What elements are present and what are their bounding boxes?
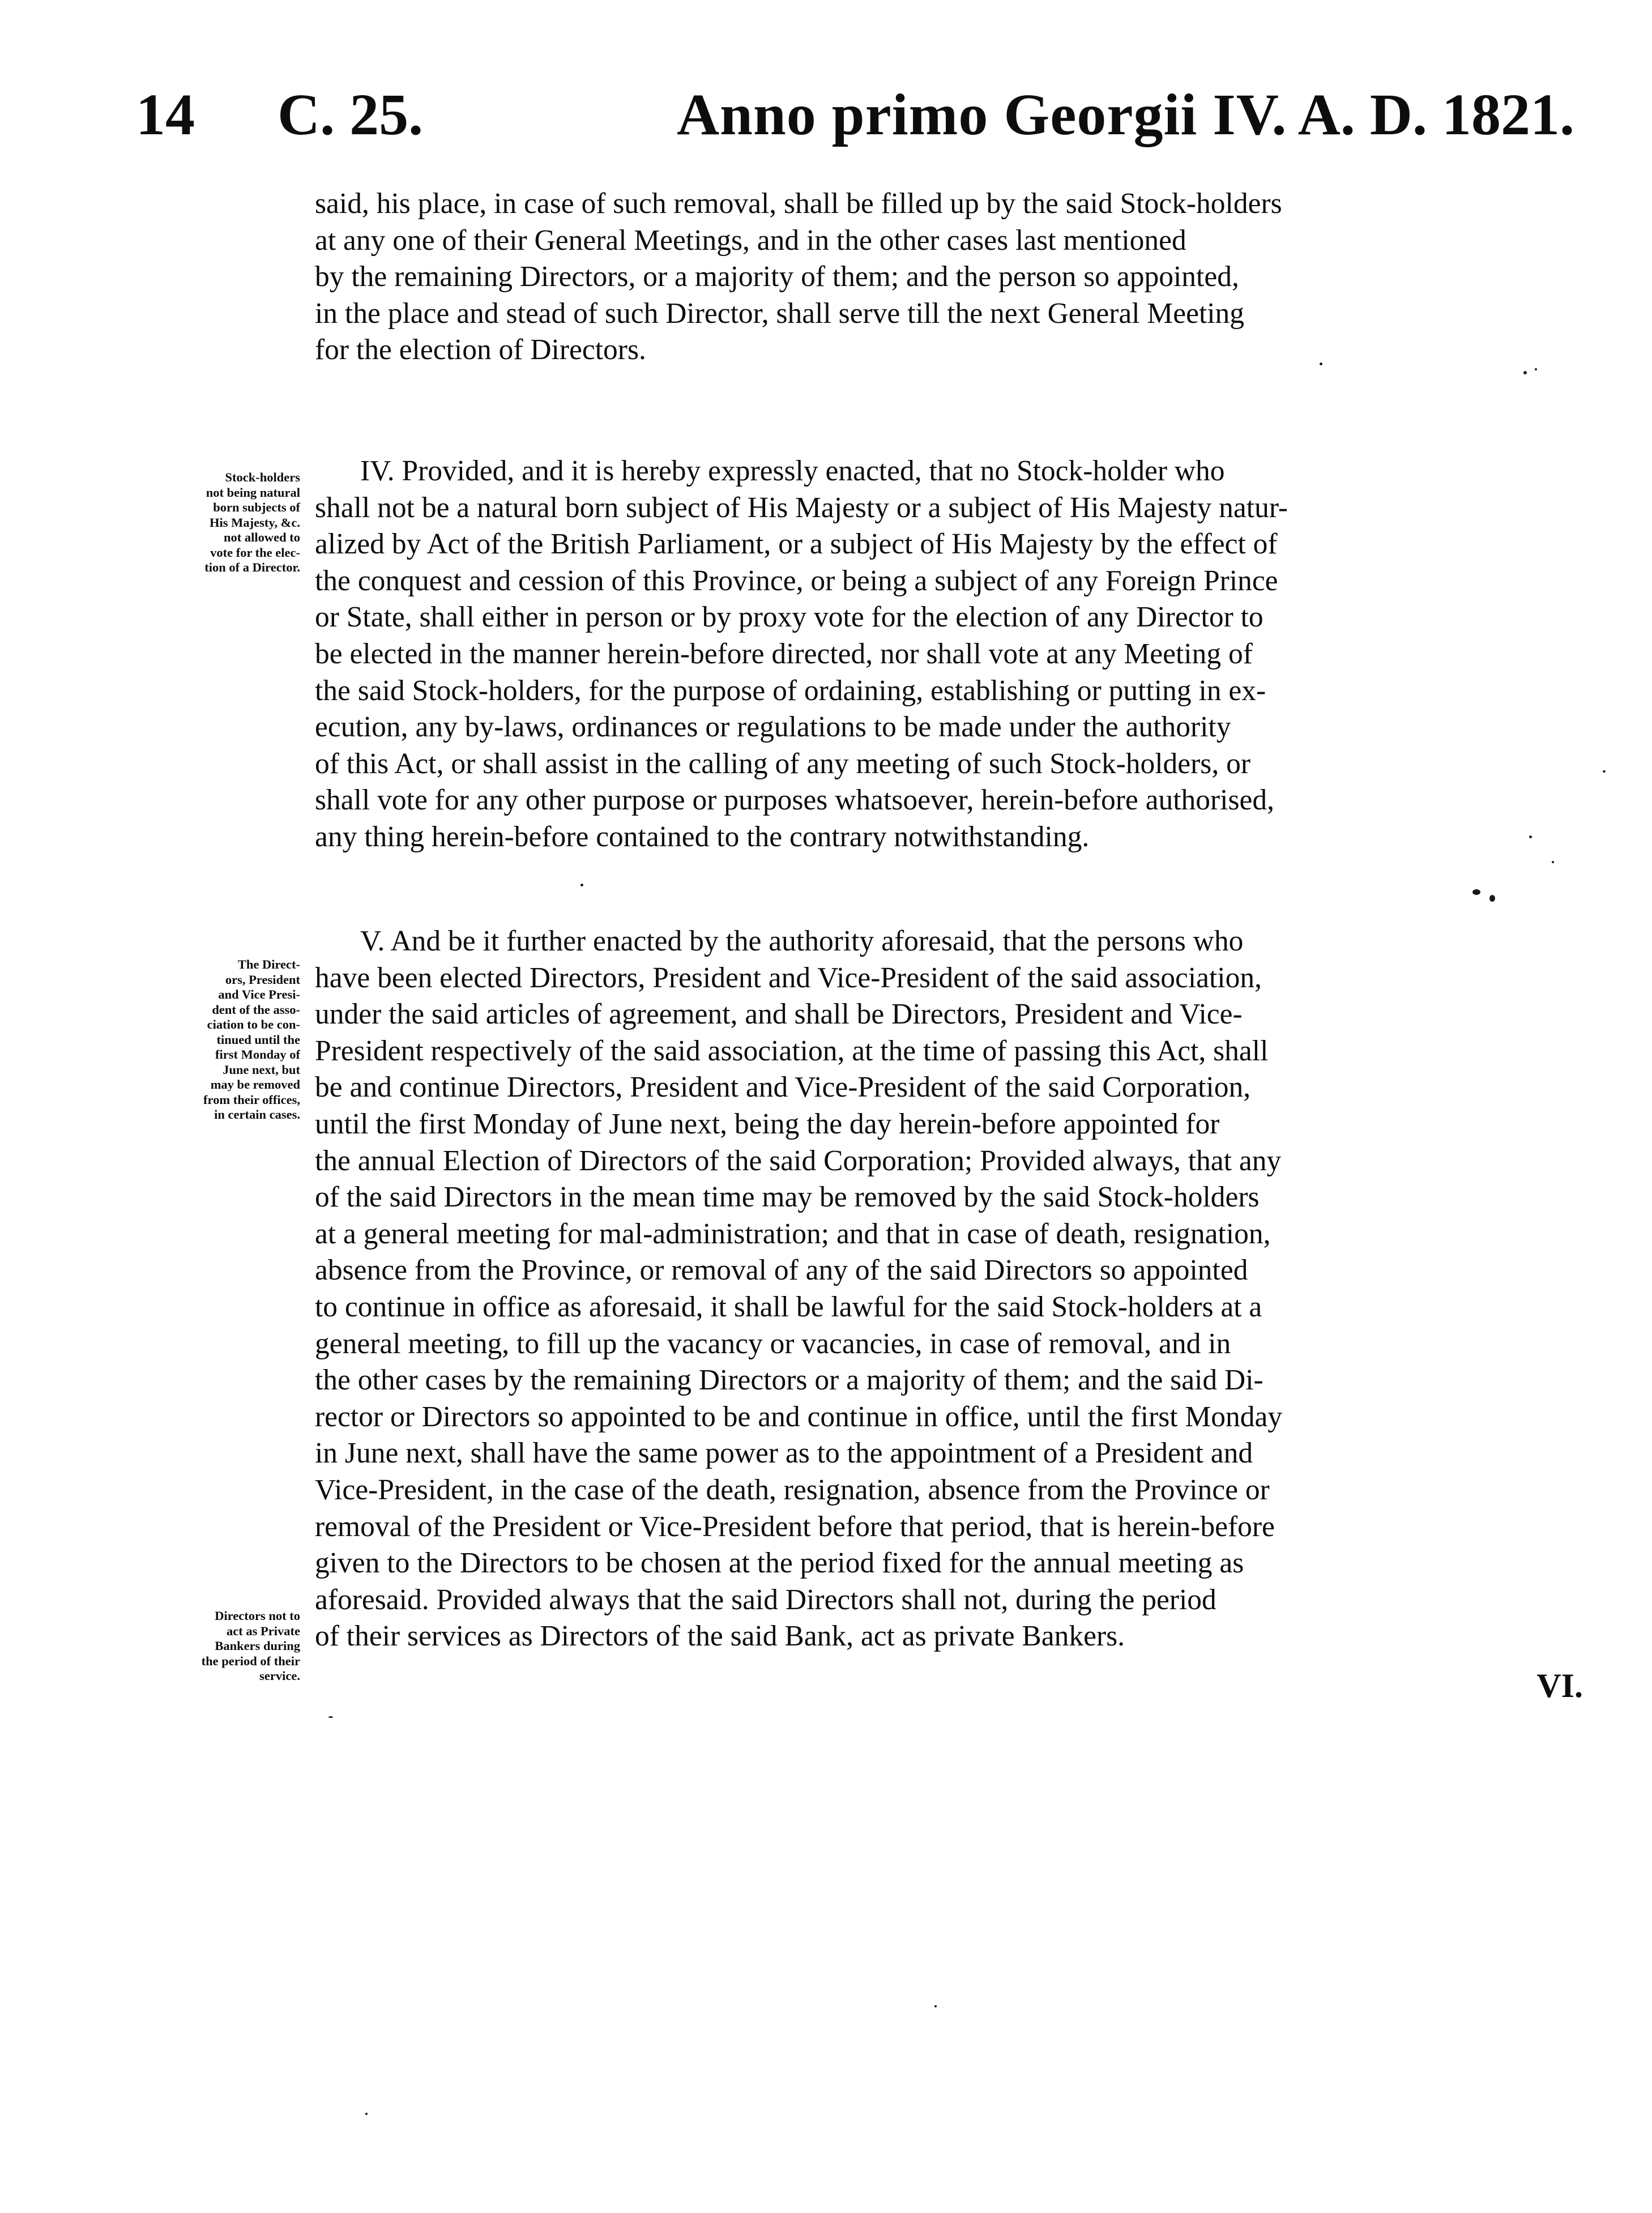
running-header — [136, 73, 1574, 157]
scan-speck — [934, 2005, 937, 2007]
marginal-note-private-bankers: Directors not to act as Private Bankers during the period of their service. — [201, 1609, 300, 1683]
section-iv-text: IV. Provided, and it is hereby expressly enacted, that no Stock-holder who shall not be a natural born subject of His Majesty or a subject of His Majesty natur- alized by Act of the British Parliament, or a subject of His Majesty by the effect of the conquest and cession of this Province, or being a subject of any Foreign Prince or State, shall either in person or by proxy vote for the election of any Director to be elected in the manner herein-before directed, nor shall vote at any Meeting of the said Stock-holders, for the purpose of ordaining, establishing or putting in ex- ecution, any by-laws, ordinances or regulations to be made under the authority of this Act, or shall assist in the calling of any meeting of such Stock-holders, or shall vote for any other purpose or purposes whatsoever, herein-before authorised, any thing herein-before contained to the contrary notwithstanding. — [315, 455, 1288, 853]
scan-speck — [365, 2113, 368, 2115]
scan-speck — [1603, 770, 1606, 773]
page-number: 14 — [136, 82, 195, 147]
catchword: VI. — [1536, 1667, 1583, 1704]
scan-speck — [1523, 371, 1527, 374]
section-v — [315, 923, 1581, 1655]
continued-paragraph — [315, 186, 1581, 369]
chapter-number: C. 25. — [278, 82, 424, 147]
section-v-text: V. And be it further enacted by the authority aforesaid, that the persons who have been elected Directors, President and Vice-President of the said association, under the said articles of agreement, and shall be Directors, President and Vice- President respectively of the said association, at the time of passing this Act, shall be and continue Directors, President and Vice-President of the said Corporation, until the first Monday of June next, being the day herein-before appointed for the annual Election of Directors of the said Corporation; Provided always, that any of the said Directors in the mean time may be removed by the said Stock-holders at a general meeting for mal-administration; and that in case of death, resignation, absence from the Province, or removal of any of the said Directors so appointed to continue in office as aforesaid, it shall be lawful for the said Stock-holders at a general meeting, to fill up the vacancy or vacancies, in case of removal, and in the other cases by the remaining Directors or a majority of them; and the said Di- rector or Directors so appointed to be and continue in office, until the first Monday in June next, shall have the same power as to the appointment of a President and Vice-President, in the case of the death, resignation, absence from the Province or removal of the President or Vice-President before that period, that is herein-before given to the Directors to be chosen at the period fixed for the annual meeting as aforesaid. Provided always that the said Directors shall not, during the period of their services as Directors of the said Bank, act as private Bankers. — [315, 925, 1283, 1653]
scan-speck — [328, 1716, 333, 1718]
marginal-note-section-v: The Direct- ors, President and Vice Presi- dent of the asso- ciation to be con- tinued until the first Monday of June next, but may be removed from their offices, in certain cases. — [203, 957, 300, 1122]
scan-speck — [1529, 835, 1532, 838]
scan-speck — [1472, 889, 1480, 895]
scan-speck — [1552, 861, 1554, 863]
regnal-year: Anno primo Georgii IV. — [677, 82, 1287, 147]
scan-speck — [1535, 368, 1537, 370]
marginal-note-section-iv: Stock-holders not being natural born subjects of His Majesty, &c. not allowed to vote for the elec- tion of a Director. — [204, 470, 300, 574]
continued-paragraph-text: said, his place, in case of such removal, shall be filled up by the said Stock-holders at any one of their General Meetings, and in the other cases last mentioned by the remaining Directors, or a majority of them; and the person so appointed, in the place and stead of such Director, shall serve till the next General Meeting for the election of Directors. — [315, 187, 1282, 366]
section-iv — [315, 453, 1581, 856]
scan-speck — [1489, 895, 1495, 902]
calendar-year: A. D. 1821. — [1297, 82, 1574, 147]
scan-speck — [580, 884, 583, 886]
scan-speck — [1320, 363, 1322, 365]
